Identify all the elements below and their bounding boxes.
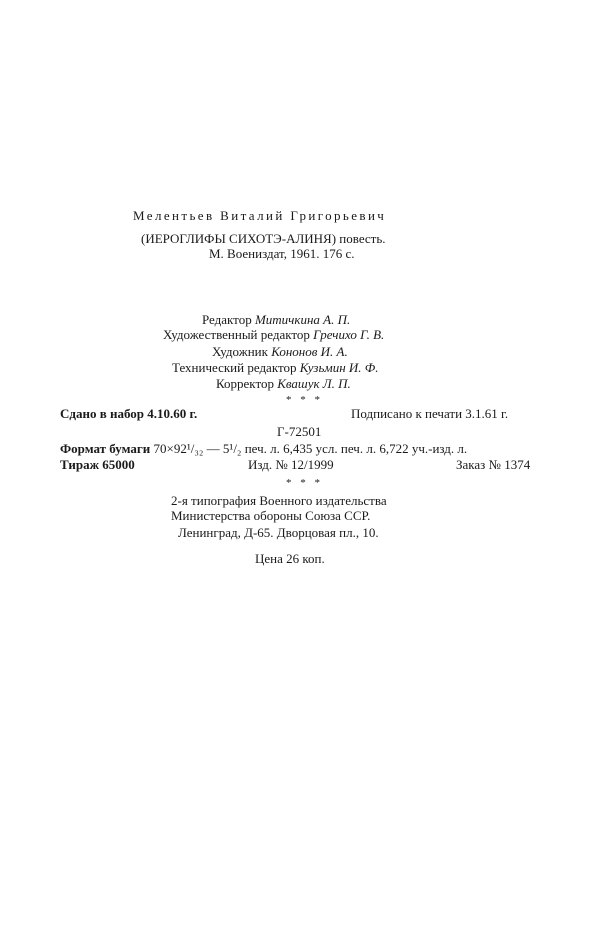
art-editor-name: Гречихо Г. В. [313, 327, 385, 342]
print-run: Тираж 65000 [60, 457, 135, 472]
proofreader-line [216, 376, 351, 392]
permit-code: Г-72501 [277, 424, 322, 439]
artist-line [212, 344, 348, 360]
printer-ministry-line: Министерства обороны Союза ССР. [171, 508, 371, 523]
price-line: Цена 26 коп. [255, 551, 325, 566]
typeset-date: Сдано в набор 4.10.60 г. [60, 406, 198, 421]
format-label: Формат бумаги [60, 441, 151, 456]
tech-editor-name: Кузьмин И. Ф. [299, 360, 379, 375]
signed-date: Подписано к печати 3.1.61 г. [351, 406, 509, 421]
print-separator: * * * [286, 477, 323, 489]
author-line: Мелентьев Виталий Григорьевич [133, 208, 387, 223]
tech-editor-label: Технический редактор [172, 360, 297, 375]
book-title-line: (ИЕРОГЛИФЫ СИХОТЭ-АЛИНЯ) повесть. [141, 231, 386, 246]
art-editor-label: Художественный редактор [163, 327, 310, 342]
credits-separator: * * * [286, 394, 323, 406]
editor-label: Редактор [202, 312, 252, 327]
tech-editor-line [172, 360, 378, 376]
order-number: Заказ № 1374 [456, 457, 531, 472]
edition-number: Изд. № 12/1999 [248, 457, 334, 472]
printer-name-line: 2-я типография Военного издательства [171, 493, 387, 508]
printer-address-line: Ленинград, Д-65. Дворцовая пл., 10. [178, 525, 379, 540]
format-line [60, 441, 467, 457]
editor-line [202, 312, 350, 328]
editor-name: Митичкина А. П. [254, 312, 351, 327]
proofreader-label: Корректор [216, 376, 274, 391]
artist-label: Художник [212, 344, 268, 359]
art-editor-line [163, 327, 384, 343]
artist-name: Кононов И. А. [271, 344, 348, 359]
proofreader-name: Квашук Л. П. [277, 376, 351, 391]
publisher-line: М. Воениздат, 1961. 176 с. [209, 246, 355, 261]
format-value: 70×92¹/₃₂ — 5¹/₂ печ. л. 6,435 усл. печ. л. 6,722 уч.-изд. л. [153, 441, 468, 456]
